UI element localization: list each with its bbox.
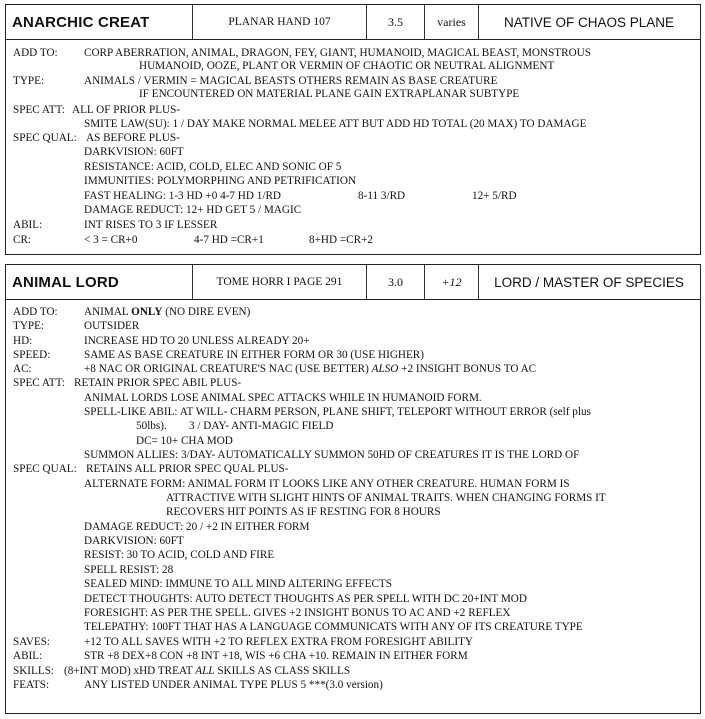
value-resistance: RESISTANCE: ACID, COLD, ELEC AND SONIC OF 5 (84, 161, 342, 173)
value-darkvision: DARKVISION: 60FT (84, 146, 184, 158)
value-abil: INT RISES TO 3 IF LESSER (84, 219, 218, 231)
value-type: ANIMALS / VERMIN = MAGICAL BEASTS OTHERS REMAIN AS BASE CREATURE (84, 75, 498, 87)
value-skills-b: ALL (195, 665, 215, 677)
creature-description: NATIVE OF CHAOS PLANE (503, 14, 675, 30)
value-darkvision: DARKVISION: 60FT (84, 535, 184, 547)
value-spec-qual: RETAINS ALL PRIOR SPEC QUAL PLUS- (86, 463, 289, 475)
value-alt-form-1: ALTERNATE FORM: ANIMAL FORM IT LOOKS LIKE ANY OTHER CREATURE. HUMAN FORM IS (84, 478, 570, 490)
value-feats: ANY LISTED UNDER ANIMAL TYPE PLUS 5 ***(3.0 version) (84, 679, 383, 691)
creature-name: ANARCHIC CREAT (6, 5, 193, 39)
value-cr-b: 4-7 HD =CR+1 (194, 234, 264, 246)
card-anarchic-creature (5, 4, 701, 255)
value-cr-a: < 3 = CR+0 (84, 234, 138, 246)
label-skills: SKILLS: (13, 665, 55, 677)
label-spec-qual: SPEC QUAL: (13, 132, 77, 144)
value-cr-c: 8+HD =CR+2 (309, 234, 373, 246)
value-spell-like-a: SPELL-LIKE ABIL: AT WILL- CHARM PERSON, PLANE SHIFT, TELEPORT WITHOUT ERROR (self plus (84, 406, 591, 418)
value-smite-law: SMITE LAW(SU): 1 / DAY MAKE NORMAL MELEE ATT BUT ADD HD TOTAL (20 MAX) TO DAMAGE (84, 118, 587, 130)
value-abil: STR +8 DEX+8 CON +8 INT +18, WIS +6 CHA +10. REMAIN IN EITHER FORM (84, 650, 468, 662)
source-reference: TOME HORR I PAGE 291 (193, 265, 367, 299)
level-adjustment: varies (425, 5, 479, 39)
label-saves: SAVES: (13, 636, 51, 648)
value-fast-healing-b: 8-11 3/RD (358, 190, 406, 202)
label-spec-att: SPEC ATT: (13, 104, 65, 116)
label-abil: ABIL: (13, 219, 43, 231)
value-spell-like-b: 50lbs). (136, 420, 167, 432)
creature-description: LORD / MASTER OF SPECIES (494, 274, 684, 290)
edition-version: 3.5 (367, 5, 425, 39)
value-add-to: CORP ABERRATION, ANIMAL, DRAGON, FEY, GIANT, HUMANOID, MAGICAL BEAST, MONSTROUS (84, 47, 591, 59)
label-type: TYPE: (13, 75, 45, 87)
value-spell-resist: SPELL RESIST: 28 (84, 564, 174, 576)
label-add-to: ADD TO: (13, 47, 58, 59)
value-damage-reduct: DAMAGE REDUCT: 12+ HD GET 5 / MAGIC (84, 204, 302, 216)
card-header (6, 5, 700, 40)
value-skills (64, 665, 350, 678)
value-spell-like-c: 3 / DAY- ANTI-MAGIC FIELD (189, 420, 334, 432)
value-ac-c: +2 INSIGHT BONUS TO AC (401, 363, 537, 375)
label-hd: HD: (13, 335, 33, 347)
label-ac: AC: (13, 363, 32, 375)
value-immunities: IMMUNITIES: POLYMORPHING AND PETRIFICATION (84, 175, 357, 187)
edition-version: 3.0 (367, 265, 425, 299)
level-adjustment: +12 (425, 265, 479, 299)
value-summon: SUMMON ALLIES: 3/DAY- AUTOMATICALLY SUMMON 50HD OF CREATURES IT IS THE LORD OF (84, 449, 580, 461)
label-abil: ABIL: (13, 650, 43, 662)
value-add-to-a: ANIMAL (84, 306, 129, 318)
value-add-to (84, 306, 250, 319)
label-type: TYPE: (13, 320, 45, 332)
value-resist: RESIST: 30 TO ACID, COLD AND FIRE (84, 549, 275, 561)
card-animal-lord (5, 264, 701, 714)
value-saves: +12 TO ALL SAVES WITH +2 TO REFLEX EXTRA FROM FORESIGHT ABILITY (84, 636, 473, 648)
label-cr: CR: (13, 234, 32, 246)
label-speed: SPEED: (13, 349, 51, 361)
value-ac-b: ALSO (371, 363, 399, 375)
value-alt-form-2: ATTRACTIVE WITH SLIGHT HINTS OF ANIMAL TRAITS. WHEN CHANGING FORMS IT (166, 492, 606, 504)
value-add-to-cont: HUMANOID, OOZE, PLANT OR VERMIN OF CHAOTIC OR NEUTRAL ALIGNMENT (139, 60, 555, 72)
value-spec-att: ALL OF PRIOR PLUS- (72, 104, 181, 116)
value-fast-healing-a: FAST HEALING: 1-3 HD +0 4-7 HD 1/RD (84, 190, 282, 202)
value-ac (84, 363, 536, 376)
label-add-to: ADD TO: (13, 306, 58, 318)
value-spec-qual: AS BEFORE PLUS- (86, 132, 180, 144)
label-spec-att: SPEC ATT: (13, 377, 65, 389)
value-spell-like-d: DC= 10+ CHA MOD (136, 435, 233, 447)
source-reference: PLANAR HAND 107 (193, 5, 367, 39)
value-foresight: FORESIGHT: AS PER THE SPELL. GIVES +2 INSIGHT BONUS TO AC AND +2 REFLEX (84, 607, 511, 619)
value-add-to-b: ONLY (131, 306, 163, 318)
value-fast-healing-c: 12+ 5/RD (472, 190, 517, 202)
value-damage-reduct: DAMAGE REDUCT: 20 / +2 IN EITHER FORM (84, 521, 310, 533)
creature-name: ANIMAL LORD (6, 265, 193, 299)
label-feats: FEATS: (13, 679, 50, 691)
value-add-to-c: (NO DIRE EVEN) (165, 306, 251, 318)
value-skills-a: (8+INT MOD) xHD TREAT (64, 665, 193, 677)
value-type: OUTSIDER (84, 320, 140, 332)
value-telepathy: TELEPATHY: 100FT THAT HAS A LANGUAGE COMMUNICATS WITH ANY OF ITS CREATURE TYPE (84, 621, 583, 633)
value-skills-c: SKILLS AS CLASS SKILLS (217, 665, 351, 677)
value-spec-att: RETAIN PRIOR SPEC ABIL PLUS- (74, 377, 242, 389)
value-type-cont: IF ENCOUNTERED ON MATERIAL PLANE GAIN EXTRAPLANAR SUBTYPE (139, 88, 520, 100)
value-alt-form-3: RECOVERS HIT POINTS AS IF RESTING FOR 8 HOURS (166, 506, 441, 518)
value-animal-lords: ANIMAL LORDS LOSE ANIMAL SPEC ATTACKS WHILE IN HUMANOID FORM. (84, 392, 482, 404)
value-detect-thoughts: DETECT THOUGHTS: AUTO DETECT THOUGHTS AS PER SPELL WITH DC 20+INT MOD (84, 593, 527, 605)
value-hd: INCREASE HD TO 20 UNLESS ALREADY 20+ (84, 335, 310, 347)
value-speed: SAME AS BASE CREATURE IN EITHER FORM OR 30 (USE HIGHER) (84, 349, 424, 361)
card-header (6, 265, 700, 300)
value-ac-a: +8 NAC OR ORIGINAL CREATURE'S NAC (USE BETTER) (84, 363, 369, 375)
label-spec-qual: SPEC QUAL: (13, 463, 77, 475)
value-sealed-mind: SEALED MIND: IMMUNE TO ALL MIND ALTERING EFFECTS (84, 578, 392, 590)
